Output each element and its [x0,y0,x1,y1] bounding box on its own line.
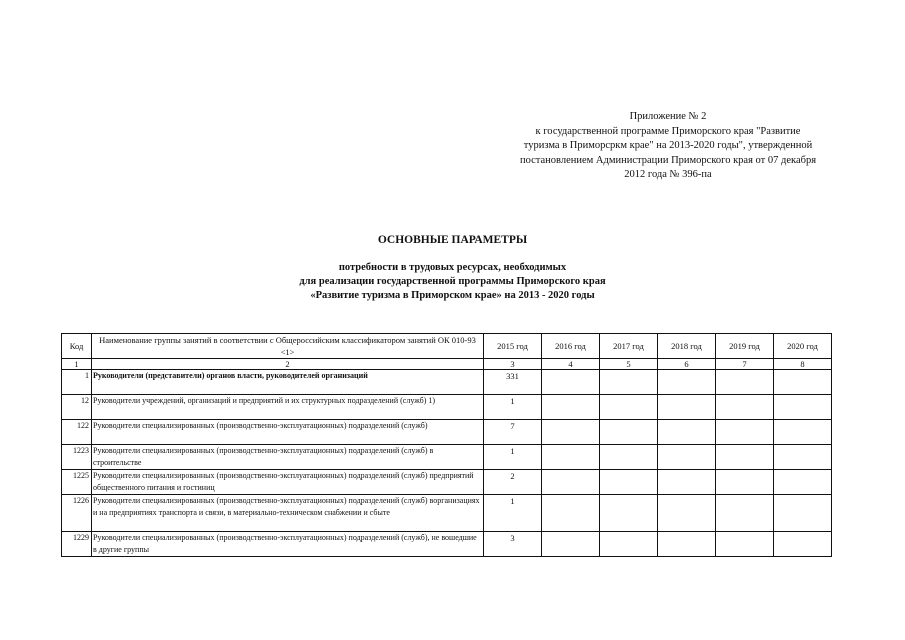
row-value-2015: 2 [484,470,542,495]
row-value-2018 [658,470,716,495]
row-code: 12 [62,395,92,420]
appendix-line: постановлением Администрации Приморского края от 07 декабря [519,154,817,166]
column-number-row [62,359,832,370]
row-code: 1225 [62,470,92,495]
column-number: 8 [774,359,832,370]
row-value-2020 [774,395,832,420]
header-code: Код [62,334,92,359]
row-value-2020 [774,370,832,395]
row-value-2018 [658,445,716,470]
row-code: 1223 [62,445,92,470]
header-name: Наименование группы занятий в соответствии с Общероссийским классификатором занятий ОК 010-93 <1> [92,334,484,359]
row-code: 1229 [62,532,92,557]
document-subtitle [0,261,905,303]
row-value-2016 [542,445,600,470]
parameters-table [61,333,832,557]
row-value-2018 [658,370,716,395]
header-2016: 2016 год [542,334,600,359]
column-number: 4 [542,359,600,370]
appendix-line: туризма в Приморсркм крае" на 2013-2020 годы", утвержденной [523,140,813,151]
row-value-2019 [716,445,774,470]
row-value-2019 [716,395,774,420]
row-value-2017 [600,370,658,395]
subtitle-line: «Развитие туризма в Приморском крае» на 2013 - 2020 годы [310,290,595,301]
column-number: 1 [62,359,92,370]
row-value-2017 [600,495,658,532]
table-row [62,370,832,395]
row-value-2017 [600,445,658,470]
column-number: 5 [600,359,658,370]
row-value-2015: 1 [484,495,542,532]
column-number: 3 [484,359,542,370]
row-value-2016 [542,395,600,420]
row-value-2015: 331 [484,370,542,395]
row-value-2016 [542,532,600,557]
table-row [62,495,832,532]
subtitle-line: потребности в трудовых ресурсах, необходимых [338,262,567,273]
row-value-2017 [600,395,658,420]
row-name: Руководители учреждений, организаций и предприятий и их структурных подразделений (служб) 1) [92,395,484,420]
appendix-block [468,110,868,183]
appendix-line: 2012 года № 396-па [624,169,712,180]
row-value-2016 [542,470,600,495]
column-number: 6 [658,359,716,370]
row-value-2015: 3 [484,532,542,557]
row-name: Руководители (представители) органов власти, руководителей организаций [92,370,484,395]
row-name: Руководители специализированных (производственно-эксплуатационных) подразделений (служб) ворганизациях и на предприятиях транспорта и связи, в материально-техническом снабжении и сбыте [92,495,484,532]
row-value-2017 [600,420,658,445]
row-value-2016 [542,495,600,532]
row-name: Руководители специализированных (производственно-эксплуатационных) подразделений (служб) предприятий общественного питания и гостиниц [92,470,484,495]
row-value-2018 [658,395,716,420]
row-value-2020 [774,445,832,470]
row-name: Руководители специализированных (производственно-эксплуатационных) подразделений (служб), не вошедшие в другие группы [92,532,484,557]
row-value-2015: 7 [484,420,542,445]
appendix-line: Приложение № 2 [629,111,707,122]
row-value-2015: 1 [484,395,542,420]
row-value-2017 [600,470,658,495]
row-value-2019 [716,420,774,445]
row-value-2016 [542,420,600,445]
row-value-2019 [716,532,774,557]
row-value-2020 [774,532,832,557]
document-title: ОСНОВНЫЕ ПАРАМЕТРЫ [377,234,528,246]
column-number: 7 [716,359,774,370]
row-value-2017 [600,532,658,557]
row-name: Руководители специализированных (производственно-эксплуатационных) подразделений (служб) [92,420,484,445]
header-2017: 2017 год [600,334,658,359]
column-number: 2 [92,359,484,370]
row-value-2015: 1 [484,445,542,470]
table-row [62,470,832,495]
row-value-2019 [716,470,774,495]
table-row [62,420,832,445]
row-value-2020 [774,420,832,445]
row-value-2016 [542,370,600,395]
row-value-2018 [658,420,716,445]
header-2015: 2015 год [484,334,542,359]
row-value-2020 [774,495,832,532]
row-value-2018 [658,532,716,557]
table-row [62,395,832,420]
header-2020: 2020 год [774,334,832,359]
row-code: 1 [62,370,92,395]
appendix-line: к государственной программе Приморского края "Развитие [535,125,801,137]
header-2018: 2018 год [658,334,716,359]
row-value-2019 [716,495,774,532]
subtitle-line: для реализации государственной программы Приморского края [299,276,606,287]
header-2019: 2019 год [716,334,774,359]
row-code: 122 [62,420,92,445]
table-header-row [62,334,832,359]
row-value-2018 [658,495,716,532]
row-value-2019 [716,370,774,395]
table-row [62,532,832,557]
row-value-2020 [774,470,832,495]
row-name: Руководители специализированных (производственно-эксплуатационных) подразделений (служб) в строительстве [92,445,484,470]
table-row [62,445,832,470]
row-code: 1226 [62,495,92,532]
